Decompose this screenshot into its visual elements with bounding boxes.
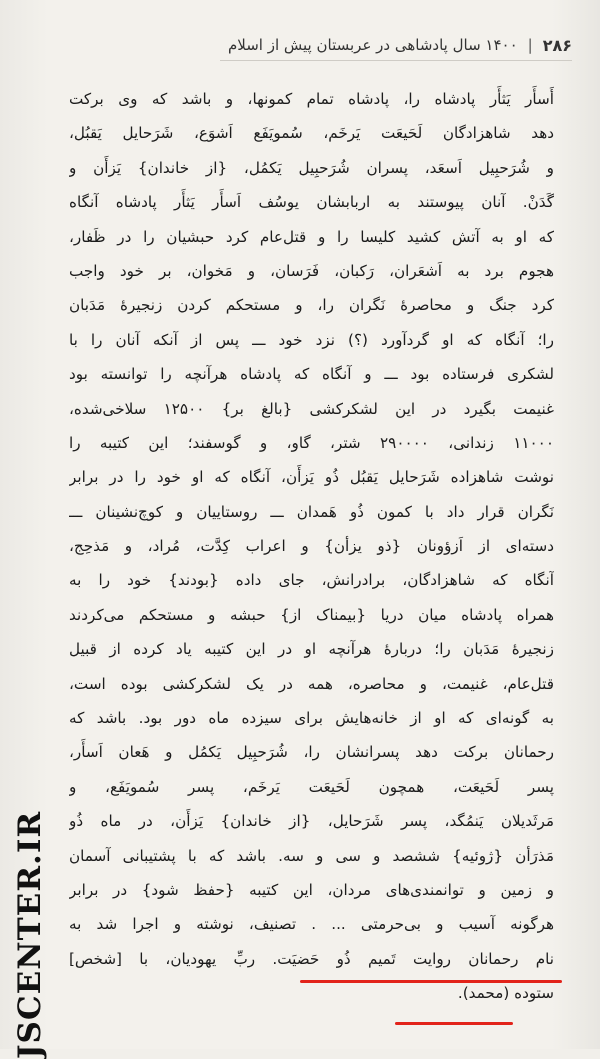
book-title: ۱۴۰۰ سال پادشاهی در عربستان پیش از اسلام [227,36,518,54]
text-line: هرگونه آسیب و بی‌حرمتی ... . تصنیف، نوشته و اجرا شد به [69,915,554,934]
text-line: ستوده (محمد). [457,984,554,1003]
text-line: آنگاه که شاهزادگان، برادرانش، جای داده {بودند} خود را به [69,571,554,590]
text-line: کرد جنگ و محاصرهٔ نَگران را، و مستحکم کردن زنجیرهٔ مَدَبان [69,296,554,315]
text-line: دسته‌ای از اَزؤونان {ذو یزأن} و اعراب کِدَّت، مُراد، و مَذحِج، [69,537,554,556]
text-line: نام رحمانان روایت تَمیم ذُو حَضیَت. ربِّ یهودیان، با [شخص] [69,949,554,968]
text-line: پسر لَحَیعَت، همچون لَحَیعَت یَرخَم، پسر سُمویَفَع، و [69,777,554,796]
running-header [220,30,572,61]
text-line: را؛ آنگاه که او گردآورد (؟) نزد خود ـــ پس از آنکه آنان را با [69,330,554,349]
text-line: هجوم برد به اَشعَران، رَکبان، فَرَسان، و مَخوان، بر خود واجب [69,261,554,280]
text-line: که او به آتش کشید کلیسا را و قتل‌عام کرد حبشیان را در ظَفار، [69,227,554,246]
text-line: نَگران قرار داد با کمون ذُو هَمدان ـــ روستاییان و کوچ‌نشینان ـــ [69,502,554,521]
text-line: غنیمت بگیرد در این لشکرکشی {بالغ بر} ۱۲۵۰۰ سلاخی‌شده، [69,399,554,418]
text-line: دهد شاهزادگان لَحَیعَت یَرخَم، سُمویَفَع اَشوَع، شَرَحایل یَقبُل، [69,124,554,143]
red-underline-highlight [300,980,562,983]
body-text [69,82,554,1011]
text-line: أَسأَر یَثأَر پادشاه را، پادشاه تمام کمونها، و باشد که وی برکت [69,90,554,108]
text-line: به گونه‌ای که او از خانه‌هایش برای سیزده ماه دور بود. باشد که [69,709,554,728]
watermark-text: JSCENTER.IR [12,810,48,1059]
text-line: و شُرَحبِیل اَسعَد، پسران شُرَحبِیل یَکمُل، {از خاندان} یَزأَن و [69,158,554,177]
header-separator: | [527,36,533,54]
text-line: قتل‌عام، غنیمت، و محاصره، همه در یک لشکرکشی بوده است، [69,674,554,693]
text-line: زنجیرهٔ مَدَبان را؛ دربارهٔ هرآنچه او در این کتیبه یاد کرده از قبیل [69,640,554,659]
text-line: مَرثَدیلان یَنمُگد، پسر شَرَحایل، {از خاندان} یَزأَن، در ماه ذُو [69,812,554,831]
page-number: ۲۸۶ [542,35,572,55]
text-line: گَدَنْ. آنان پیوستند به اربابشان یوسُف اَسأَر یَثأَر پادشاه آنگاه [69,193,554,212]
text-line: لشکری فرستاده بود ـــ و آنگاه که پادشاه هرآنچه را توانسته بود [69,365,554,384]
text-line: رحمانان برکت دهد پسرانشان را، شُرَحبِیل یَکمُل و هَعان اَسأَر، [69,743,554,762]
text-line: و زمین و توانمندی‌های مردان، این کتیبه {حفظ شود} در برابر [69,880,554,899]
text-line: نوشت شاهزاده شَرَحایل یَقبُل ذُو یَزأَن، آنگاه که او خود را در برابر [69,468,554,487]
text-line: همراه پادشاه میان دریا {بیمناک از} حبشه و مستحکم می‌کردند [69,605,554,624]
text-line: ۱۱۰۰۰ زندانی، ۲۹۰۰۰۰ شتر، گاو، و گوسفند؛ این کتیبه را [69,433,554,452]
text-line: مَذرَأن {ژوئیه} ششصد و سی و سه. باشد که با پشتیبانی آسمان [69,846,554,865]
red-underline-highlight [395,1022,513,1025]
watermark [10,810,50,1059]
